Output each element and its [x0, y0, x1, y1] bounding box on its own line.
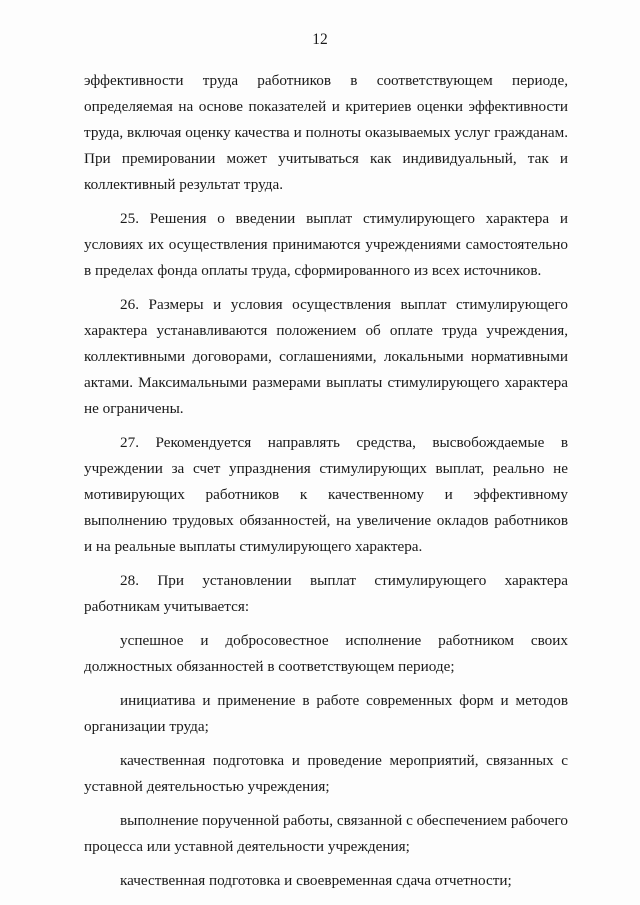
- paragraph-27: 27. Рекомендуется направлять средства, высвобождаемые в учреждении за счет упразднения стимулирующих выплат, реально не мотивирующих работников к качественному и эффективному выполнению трудовых обязанностей, на увеличение окладов работников и на реальные выплаты стимулирующего характера.: [84, 434, 568, 555]
- page-number: 12: [312, 31, 328, 48]
- list-item-event-preparation: качественная подготовка и проведение мероприятий, связанных с уставной деятельностью учреждения;: [84, 752, 568, 795]
- list-item-assigned-work: выполнение порученной работы, связанной с обеспечением рабочего процесса или уставной деятельности учреждения;: [84, 812, 568, 855]
- list-item-reporting: качественная подготовка и своевременная сдача отчетности;: [120, 872, 512, 889]
- paragraph-28: 28. При установлении выплат стимулирующего характера работникам учитывается:: [84, 572, 568, 615]
- list-item-initiative: инициатива и применение в работе современных форм и методов организации труда;: [84, 692, 568, 735]
- document-body: [84, 68, 568, 902]
- paragraph-continuation: эффективности труда работников в соответствующем периоде, определяемая на основе показателей и критериев оценки эффективности труда, включая оценку качества и полноты оказываемых услуг гражданам. При премировании может учитываться как индивидуальный, так и коллективный результат труда.: [84, 72, 568, 193]
- paragraph-26: 26. Размеры и условия осуществления выплат стимулирующего характера устанавливаются положением об оплате труда учреждения, коллективными договорами, соглашениями, локальными нормативными актами. Максимальными размерами выплаты стимулирующего характера не ограничены.: [84, 296, 568, 417]
- list-item-conscientious-performance: успешное и добросовестное исполнение работником своих должностных обязанностей в соответствующем периоде;: [84, 632, 568, 675]
- paragraph-25: 25. Решения о введении выплат стимулирующего характера и условиях их осуществления принимаются учреждениями самостоятельно в пределах фонда оплаты труда, сформированного из всех источников.: [84, 210, 568, 279]
